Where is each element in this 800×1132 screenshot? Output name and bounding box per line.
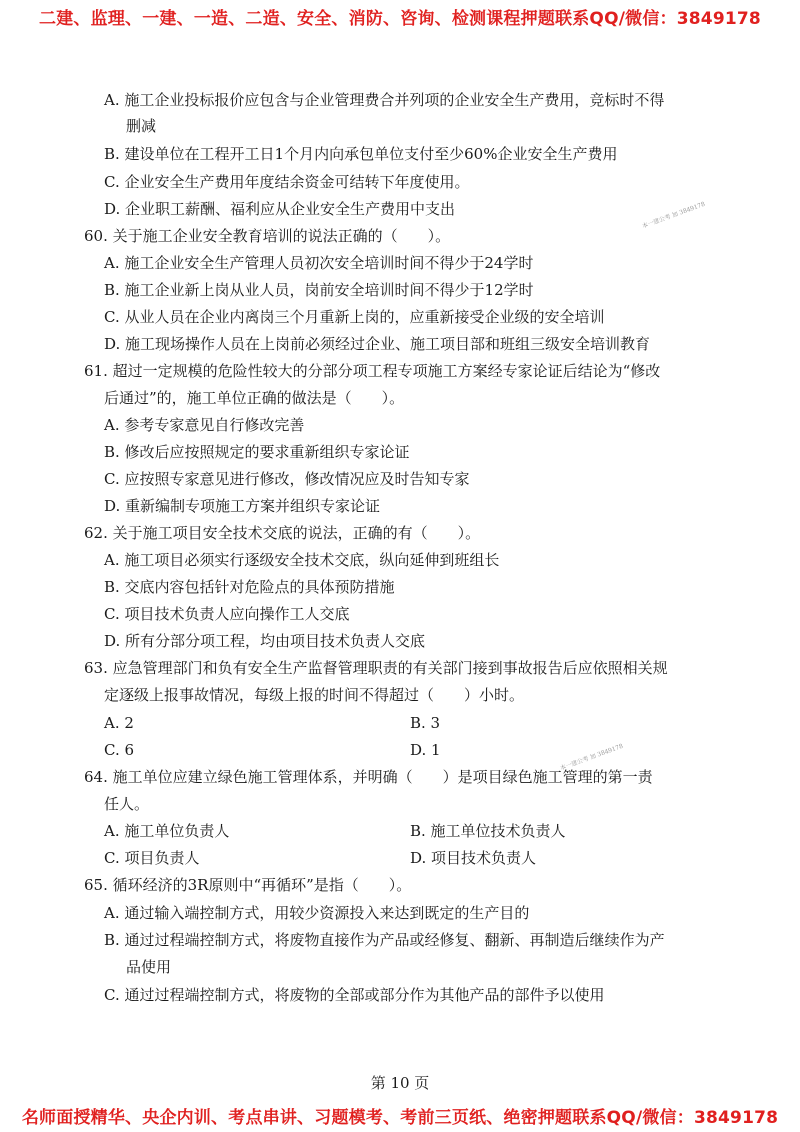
header-banner: 二建、监理、一建、一造、二造、安全、消防、咨询、检测课程押题联系QQ/微信：3849178 [39, 9, 761, 29]
q62-option-a: A. 施工项目必须实行逐级安全技术交底，纵向延伸到班组长 [104, 551, 500, 569]
q59-option-a: A. 施工企业投标报价应包含与企业管理费合并列项的企业安全生产费用，竞标时不得 [104, 91, 665, 109]
watermark-stamp: 本一建公考 加 3849178 [641, 200, 707, 231]
q61-option-b: B. 修改后应按照规定的要求重新组织专家论证 [104, 443, 410, 461]
q61-stem-cont: 后通过”的，施工单位正确的做法是（ ）。 [104, 389, 405, 407]
q63-stem-cont: 定逐级上报事故情况，每级上报的时间不得超过（ ）小时。 [104, 686, 525, 704]
q65-stem: 65. 循环经济的3R原则中“再循环”是指（ ）。 [84, 876, 412, 894]
q59-option-d: D. 企业职工薪酬、福利应从企业安全生产费用中支出 [104, 200, 456, 218]
q59-option-c: C. 企业安全生产费用年度结余资金可结转下年度使用。 [104, 173, 470, 191]
q60-option-a: A. 施工企业安全生产管理人员初次安全培训时间不得少于24学时 [104, 254, 534, 272]
q62-option-b: B. 交底内容包括针对危险点的具体预防措施 [104, 578, 395, 596]
q60-option-c: C. 从业人员在企业内离岗三个月重新上岗的，应重新接受企业级的安全培训 [104, 308, 605, 326]
q65-option-b-cont: 品使用 [126, 958, 172, 976]
q61-option-a: A. 参考专家意见自行修改完善 [104, 416, 305, 434]
q63-option-b: B. 3 [410, 714, 441, 732]
q60-option-d: D. 施工现场操作人员在上岗前必须经过企业、施工项目部和班组三级安全培训教育 [104, 335, 651, 353]
q64-option-a: A. 施工单位负责人 [104, 822, 230, 840]
q64-option-d: D. 项目技术负责人 [410, 849, 537, 867]
q64-stem-cont: 任人。 [104, 795, 150, 813]
q64-stem: 64. 施工单位应建立绿色施工管理体系，并明确（ ）是项目绿色施工管理的第一责 [84, 768, 653, 786]
page-number: 第 10 页 [370, 1074, 430, 1092]
footer-banner: 名师面授精华、央企内训、考点串讲、习题模考、考前三页纸、绝密押题联系QQ/微信：3849178 [21, 1108, 779, 1128]
q60-stem: 60. 关于施工企业安全教育培训的说法正确的（ ）。 [84, 227, 451, 245]
q61-option-c: C. 应按照专家意见进行修改，修改情况应及时告知专家 [104, 470, 470, 488]
q64-option-c: C. 项目负责人 [104, 849, 200, 867]
q65-option-c: C. 通过过程端控制方式，将废物的全部或部分作为其他产品的部件予以使用 [104, 986, 605, 1004]
q62-option-d: D. 所有分部分项工程，均由项目技术负责人交底 [104, 632, 426, 650]
q65-option-a: A. 通过输入端控制方式，用较少资源投入来达到既定的生产目的 [104, 904, 530, 922]
q59-option-b: B. 建设单位在工程开工日1个月内向承包单位支付至少60%企业安全生产费用 [104, 145, 618, 163]
q59-option-a-cont: 删减 [126, 117, 157, 135]
q64-option-b: B. 施工单位技术负责人 [410, 822, 566, 840]
q61-stem: 61. 超过一定规模的危险性较大的分部分项工程专项施工方案经专家论证后结论为“修改 [84, 362, 661, 380]
q65-option-b: B. 通过过程端控制方式，将废物直接作为产品或经修复、翻新、再制造后继续作为产 [104, 931, 665, 949]
q63-option-d: D. 1 [410, 741, 441, 759]
q61-option-d: D. 重新编制专项施工方案并组织专家论证 [104, 497, 381, 515]
q63-stem: 63. 应急管理部门和负有安全生产监督管理职责的有关部门接到事故报告后应依照相关规 [84, 659, 668, 677]
q63-option-a: A. 2 [104, 714, 134, 732]
q60-option-b: B. 施工企业新上岗从业人员，岗前安全培训时间不得少于12学时 [104, 281, 534, 299]
q62-option-c: C. 项目技术负责人应向操作工人交底 [104, 605, 350, 623]
q62-stem: 62. 关于施工项目安全技术交底的说法，正确的有（ ）。 [84, 524, 481, 542]
watermark-stamp: 本一建公考 加 3849178 [559, 742, 625, 773]
q63-option-c: C. 6 [104, 741, 135, 759]
